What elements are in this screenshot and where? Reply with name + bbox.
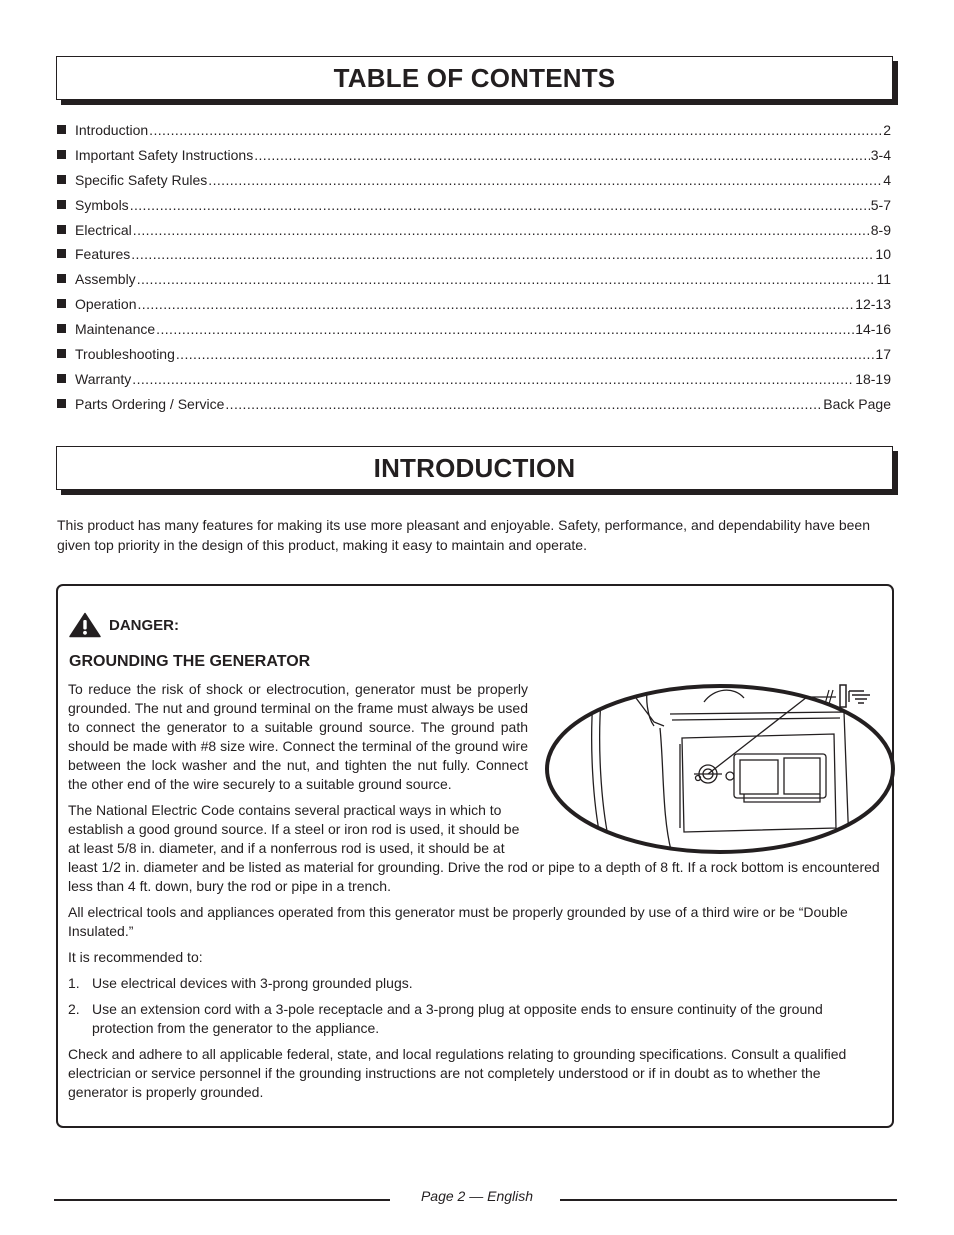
square-bullet-icon [57, 274, 66, 283]
square-bullet-icon [57, 175, 66, 184]
footer-rule-right [560, 1199, 897, 1201]
list-item-text: Use an extension cord with a 3-pole receptacle and a 3-prong plug at opposite ends to ensure continuity of the ground protection from the generator to the appliance. [92, 1001, 823, 1036]
list-item-text: Use electrical devices with 3-prong grounded plugs. [92, 975, 413, 991]
toc-item-page: 3-4 [870, 146, 891, 163]
list-number: 1. [68, 975, 80, 991]
toc-item-page: 12-13 [855, 296, 891, 313]
grounding-paragraph-1: To reduce the risk of shock or electrocution, generator must be properly grounded. The nut and ground terminal on the frame must always be used to connect the generator to a suitable ground source. The ground path should be made with #8 size wire. Connect the terminal of the ground wire between the lock washer and the nut, and tighten the nut fully. Connect the other end of the wire securely to a suitable ground source. [68, 681, 528, 792]
grounding-paragraph-2: The National Electric Code contains several practical ways in which to establish a good ground source. If a steel or iron rod is used, it should be at least 5/8 in. diameter, and if a nonferrous rod is used, it should be at least 1/2 in. diameter and be listed as material for grounding. Drive the rod or pipe to a depth of 8 ft. If a rock bottom is encountered less than 4 ft. down, bury the rod or pipe in a trench. [68, 802, 880, 894]
introduction-text: This product has many features for making its use more pleasant and enjoyable. Safety, performance, and dependability have been given top priority in the design of this product, making it easy to maintain and operate. [57, 517, 870, 553]
toc-item-page: 4 [883, 171, 891, 188]
toc-item-label: Maintenance [75, 321, 156, 338]
dot-leader [254, 147, 870, 163]
danger-heading [69, 612, 179, 638]
toc-item-label: Troubleshooting [75, 346, 175, 363]
toc-item-page: 14-16 [855, 321, 891, 338]
toc-item[interactable] [57, 296, 891, 321]
toc-item[interactable] [57, 321, 891, 346]
toc-item-page: 8-9 [870, 221, 891, 238]
danger-box [56, 584, 894, 1128]
toc-item-label: Operation [75, 296, 137, 313]
toc-item-page: 10 [875, 246, 891, 263]
recommendation-list [68, 974, 880, 1038]
dot-leader [137, 271, 876, 287]
square-bullet-icon [57, 249, 66, 258]
toc-item[interactable] [57, 172, 891, 197]
toc-item-label: Parts Ordering / Service [75, 395, 225, 412]
toc-item-label: Important Safety Instructions [75, 146, 254, 163]
dot-leader [225, 396, 822, 412]
toc-title: TABLE OF CONTENTS [333, 62, 616, 93]
dot-leader [133, 222, 870, 238]
list-number: 2. [68, 1001, 80, 1017]
toc-item[interactable] [57, 197, 891, 222]
dot-leader [156, 321, 854, 337]
dot-leader [132, 371, 854, 387]
toc-item-page: 2 [883, 122, 891, 138]
dot-leader [149, 122, 882, 138]
introduction-header [56, 446, 893, 490]
toc-item[interactable] [57, 346, 891, 371]
toc-item-label: Introduction [75, 122, 149, 138]
square-bullet-icon [57, 150, 66, 159]
toc-item[interactable] [57, 122, 891, 147]
square-bullet-icon [57, 125, 66, 134]
page-footer: Page 2 — English [420, 1188, 534, 1204]
grounding-paragraph-5: Check and adhere to all applicable federal, state, and local regulations relating to grounding specifications. Consult a qualified electrician or service personnel if the grounding instructions are not completely understood or if in doubt as to whether the generator is properly grounded. [68, 1046, 847, 1100]
toc-item-page: 18-19 [855, 370, 891, 387]
danger-label: DANGER: [109, 616, 179, 634]
toc-item-label: Electrical [75, 221, 132, 238]
generator-ground-terminal-illustration [544, 678, 896, 854]
square-bullet-icon [57, 225, 66, 234]
dot-leader [130, 197, 870, 213]
toc-item-page: 11 [876, 271, 891, 288]
grounding-paragraph-4: It is recommended to: [68, 949, 203, 965]
dot-leader [131, 246, 874, 262]
square-bullet-icon [57, 349, 66, 358]
toc-list [57, 122, 891, 421]
square-bullet-icon [57, 374, 66, 383]
list-item [68, 974, 880, 993]
toc-item-page: 5-7 [870, 196, 891, 213]
list-item [68, 1000, 880, 1038]
toc-item[interactable] [57, 246, 891, 271]
toc-item[interactable] [57, 371, 891, 396]
square-bullet-icon [57, 324, 66, 333]
toc-item-label: Specific Safety Rules [75, 171, 208, 188]
square-bullet-icon [57, 200, 66, 209]
toc-header [56, 56, 893, 100]
introduction-title: INTRODUCTION [373, 452, 576, 483]
dot-leader [137, 296, 854, 312]
square-bullet-icon [57, 299, 66, 308]
toc-item-page: 17 [875, 346, 891, 363]
toc-item-page: Back Page [823, 395, 891, 412]
toc-item-label: Symbols [75, 196, 129, 213]
toc-item[interactable] [57, 396, 891, 421]
dot-leader [176, 346, 875, 362]
square-bullet-icon [57, 399, 66, 408]
toc-item-label: Warranty [75, 370, 132, 387]
warning-triangle-icon [69, 612, 101, 638]
toc-item-label: Features [75, 246, 131, 263]
danger-body [68, 680, 880, 1109]
dot-leader [208, 172, 882, 188]
toc-item[interactable] [57, 271, 891, 296]
toc-item[interactable] [57, 222, 891, 247]
grounding-heading: GROUNDING THE GENERATOR [69, 653, 311, 670]
grounding-paragraph-3: All electrical tools and appliances operated from this generator must be properly grounded by use of a third wire or be “Double Insulated.” [68, 904, 848, 939]
toc-item[interactable] [57, 147, 891, 172]
toc-item-label: Assembly [75, 271, 136, 288]
